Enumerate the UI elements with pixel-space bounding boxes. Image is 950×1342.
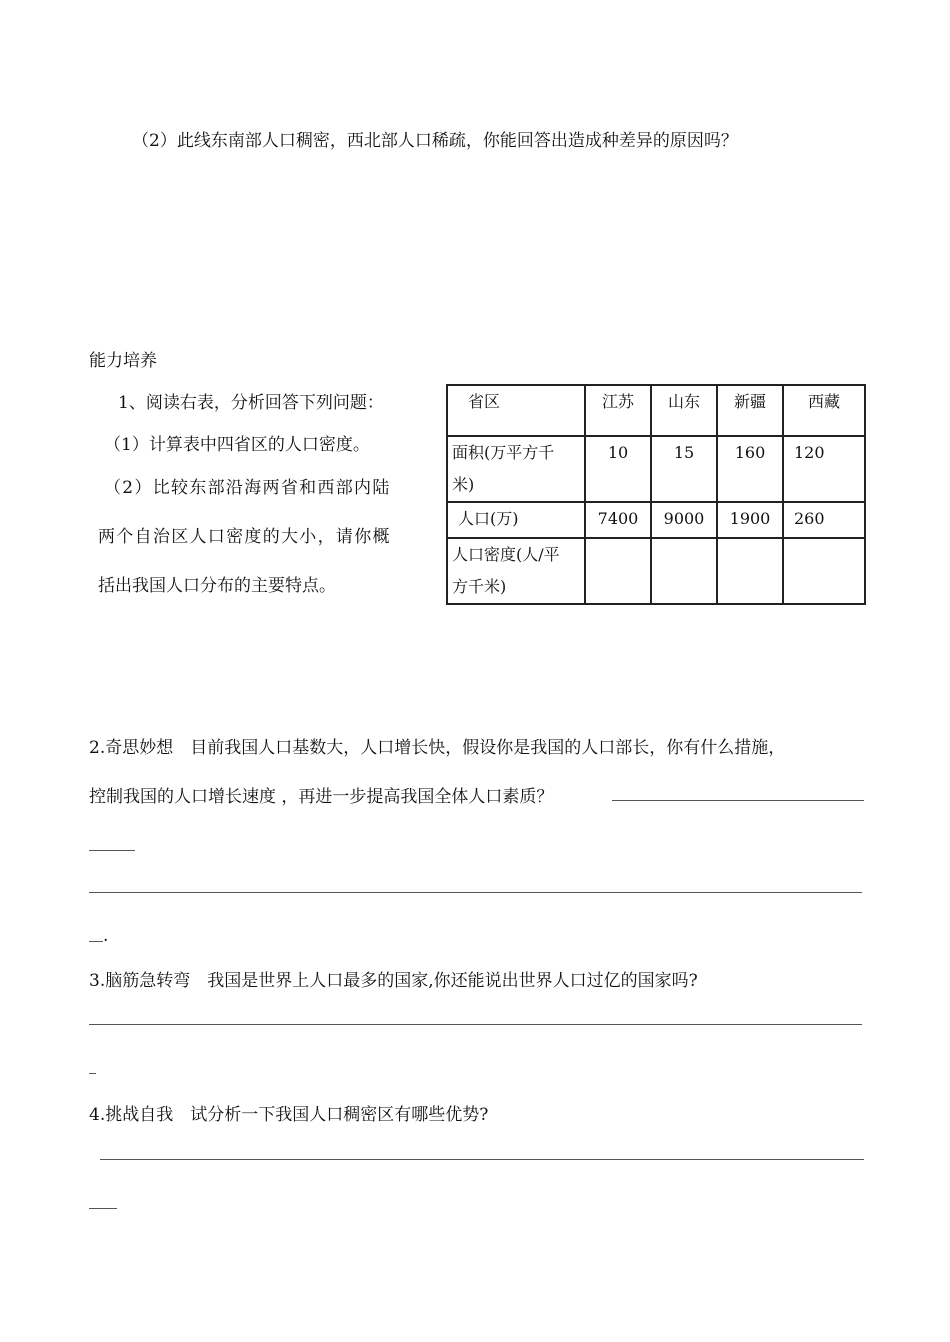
population-table	[446, 384, 866, 605]
table-header-cell: 西藏	[783, 385, 865, 436]
table-cell: 9000	[651, 502, 717, 538]
table-cell: 15	[651, 436, 717, 502]
q2-question: （2）此线东南部人口稠密，西北部人口稀疏，你能回答出造成种差异的原因吗？	[132, 131, 738, 151]
answer-line[interactable]	[100, 1159, 864, 1160]
table-cell: 7400	[585, 502, 651, 538]
end-mark: .	[103, 926, 109, 946]
table-header-cell: 新疆	[717, 385, 783, 436]
exercise2-line1: 2.奇思妙想 目前我国人口基数大，人口增长快，假设你是我国的人口部长，你有什么措施，	[89, 738, 786, 758]
table-header-cell: 江苏	[585, 385, 651, 436]
table-cell	[717, 538, 783, 604]
exercise1-intro: 1、阅读右表，分析回答下列问题：	[118, 393, 384, 413]
table-cell: 10	[585, 436, 651, 502]
table-cell	[783, 538, 865, 604]
table-row	[447, 538, 865, 604]
exercise2-line2: 控制我国的人口增长速度 ，再进一步提高我国全体人口素质？	[89, 787, 554, 807]
table-cell	[585, 538, 651, 604]
table-row-label: 人口(万)	[447, 502, 585, 538]
answer-line[interactable]	[89, 1024, 862, 1025]
table-cell: 1900	[717, 502, 783, 538]
table-row-label: 人口密度(人/平方千米)	[447, 538, 585, 604]
table-cell: 160	[717, 436, 783, 502]
answer-line[interactable]	[89, 850, 135, 851]
table-cell: 120	[783, 436, 865, 502]
table-cell: 260	[783, 502, 865, 538]
table-header-row	[447, 385, 865, 436]
table-row	[447, 502, 865, 538]
table-row-label: 面积(万平方千米)	[447, 436, 585, 502]
exercise1-part2-line2: 两个自治区人口密度的大小，请你概	[98, 527, 391, 547]
table-cell	[651, 538, 717, 604]
section-title: 能力培养	[89, 351, 157, 371]
table-row	[447, 436, 865, 502]
answer-line[interactable]	[89, 1208, 117, 1209]
answer-line[interactable]	[89, 892, 862, 893]
answer-line[interactable]	[612, 800, 864, 801]
answer-line[interactable]	[89, 941, 103, 942]
exercise1-part2-line3: 括出我国人口分布的主要特点。	[98, 576, 336, 596]
table-header-cell: 省区	[447, 385, 585, 436]
exercise1-part2-line1: （2）比较东部沿海两省和西部内陆	[104, 478, 391, 498]
exercise3-line1: 3.脑筋急转弯 我国是世界上人口最多的国家,你还能说出世界人口过亿的国家吗?	[89, 971, 698, 991]
answer-line[interactable]	[89, 1073, 96, 1074]
exercise4-line1: 4.挑战自我 试分析一下我国人口稠密区有哪些优势?	[89, 1105, 489, 1125]
table-header-cell: 山东	[651, 385, 717, 436]
exercise1-part1: （1）计算表中四省区的人口密度。	[104, 435, 370, 455]
